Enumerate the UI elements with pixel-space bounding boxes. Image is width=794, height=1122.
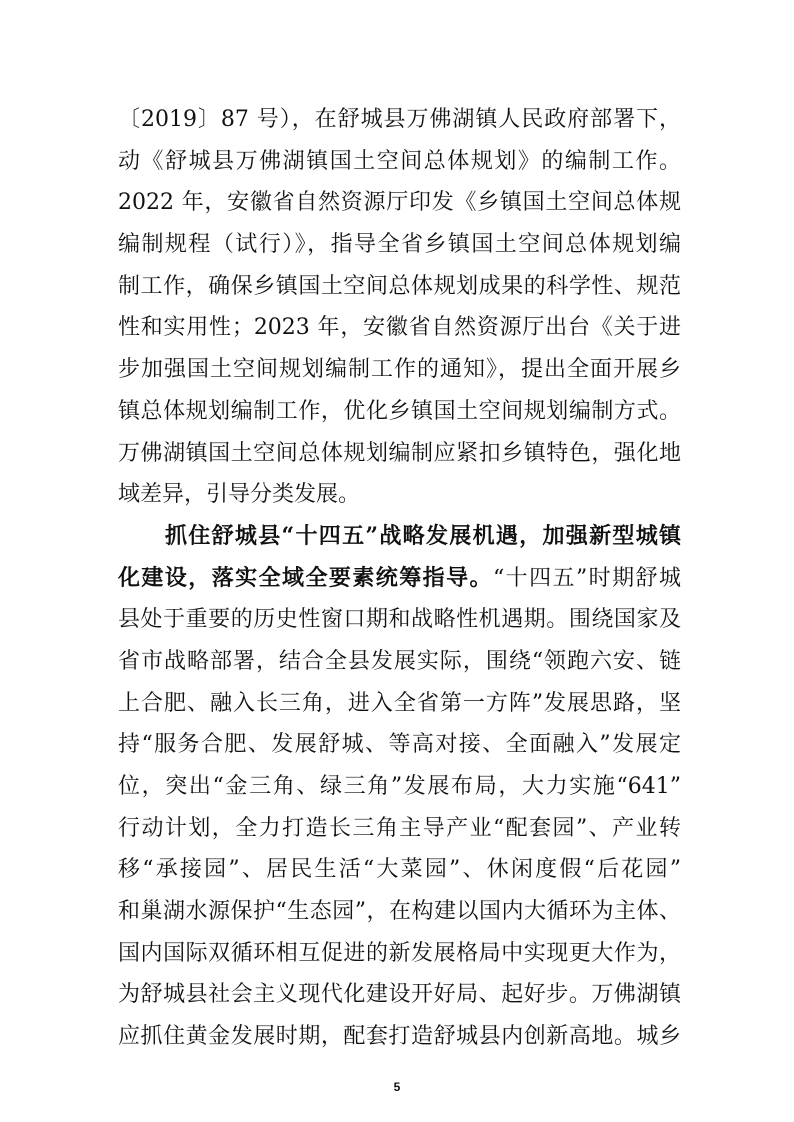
body-text-line: 为舒城县社会主义现代化建设开好局、起好步。万佛湖镇 [118, 982, 681, 1008]
body-text-line: 省市战略部署，结合全县发展实际，围绕“领跑六安、链 [118, 648, 681, 674]
paragraph-1 [118, 99, 681, 516]
body-text-line: 持“服务合肥、发展舒城、等高对接、全面融入”发展定 [118, 732, 681, 758]
body-text-line: 动《舒城县万佛湖镇国土空间总体规划》的编制工作。 [118, 148, 681, 174]
body-text-line [118, 516, 681, 558]
body-text-segment: “十四五”时期舒城 [493, 565, 681, 591]
body-text-line: 县处于重要的历史性窗口期和战略性机遇期。围绕国家及 [118, 607, 681, 633]
body-text-line: 制工作，确保乡镇国土空间总体规划成果的科学性、规范 [118, 273, 681, 299]
body-text-line: 位，突出“金三角、绿三角”发展布局，大力实施“641” [118, 774, 681, 799]
page-number: 5 [393, 1080, 401, 1094]
body-text-line: 编制规程（试行）》，指导全省乡镇国土空间总体规划编 [118, 232, 681, 258]
body-text-line: 步加强国土空间规划编制工作的通知》，提出全面开展乡 [118, 357, 681, 383]
body-text-line [118, 558, 681, 600]
bold-lead-text: 抓住舒城县“十四五”战略发展机遇，加强新型城镇 [165, 522, 681, 549]
bold-lead-text: 化建设，落实全域全要素统筹指导。 [118, 564, 493, 591]
body-text-line: 域差异，引导分类发展。 [118, 482, 361, 508]
body-text-line: 国内国际双循环相互促进的新发展格局中实现更大作为， [118, 940, 681, 966]
body-text-line: 和巢湖水源保护“生态园”，在构建以国内大循环为主体、 [118, 899, 681, 925]
paragraph-2 [118, 516, 681, 1058]
body-text-line: 万佛湖镇国土空间总体规划编制应紧扣乡镇特色，强化地 [118, 440, 681, 466]
body-text [118, 99, 681, 1058]
body-text-line: 上合肥、融入长三角，进入全省第一方阵”发展思路，坚 [118, 690, 681, 716]
body-text-line: 2022 年，安徽省自然资源厅印发《乡镇国土空间总体规 [118, 190, 681, 216]
body-text-line: 移“承接园”、居民生活“大菜园”、休闲度假“后花园” [118, 857, 681, 883]
body-text-line: 行动计划，全力打造长三角主导产业“配套园”、产业转 [118, 815, 681, 841]
body-text-line: 〔2019〕87 号），在舒城县万佛湖镇人民政府部署下， [118, 107, 681, 132]
body-text-line: 镇总体规划编制工作，优化乡镇国土空间规划编制方式。 [118, 398, 681, 424]
body-text-line: 性和实用性；2023 年，安徽省自然资源厅出台《关于进 [118, 315, 681, 341]
body-text-line: 应抓住黄金发展时期，配套打造舒城县内创新高地。城乡 [118, 1024, 681, 1050]
